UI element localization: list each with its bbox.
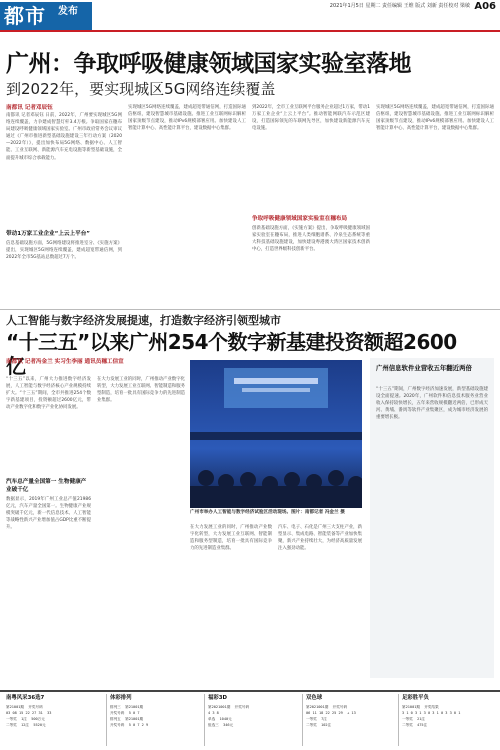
lottery-divider: [398, 694, 399, 746]
sidebar-body: “十三五”期间，广州数字经济加速发展，新型基础设施建设全面提速。2020年，广州软件和信息技术服务业营业收入保持较快增长，五年来营收规模翻近两倍，已形成天河、黄埔、番禺等软件产业集聚区，成为城市经济发展的重要增长极。: [376, 387, 488, 421]
lottery-line: 4 3 8: [208, 711, 219, 715]
lottery-line: 第21001期 开奖结果: [402, 705, 439, 709]
brand-block: [0, 2, 92, 30]
lottery-line: 组选三 346元: [208, 723, 234, 727]
lottery-line: 第21001期 开奖号码: [6, 705, 43, 709]
lead-col1-tail: 信息基础设施方面，5G网络建设将推进室分、《实施方案》提出，实现城区5G网络连续覆盖，建成超宽带通信网，到2022年全市5G基站总数超过7万个。: [6, 241, 122, 261]
lottery-line: 06 11 18 22 25 29 + 13: [306, 711, 356, 715]
lottery-line: 第2021001期 开奖号码: [208, 705, 250, 709]
lead-col3-tail: 创新基础设施方面，《实施方案》提出，争取呼吸健康领域国家实验室在穗布局，推进人类细胞谱系、冷泉生态系统等重大科技基础设施建设，加快建设粤港澳大湾区国家技术创新中心，打造世界级科技创新平台。: [252, 226, 370, 253]
second-col1-subhead: 汽车总产量全国第一 生物健康产业破千亿: [6, 479, 87, 493]
lead-subheadline: 到2022年，要实现城区5G网络连续覆盖: [6, 80, 276, 98]
lottery-line: 二等奖 102注: [306, 723, 332, 727]
lottery-title: 体彩排列: [110, 695, 132, 701]
second-kicker: 人工智能与数字经济发展提速，打造数字经济引领型城市: [6, 314, 281, 327]
lottery-line: 第2021001期 开奖号码: [306, 705, 348, 709]
lottery-title: 福彩3D: [208, 695, 228, 701]
lead-col2: 实现城区5G网络连续覆盖，建成超宽带通信网，打造国际通信枢纽，建设智慧城市基础设施。推进工业互联网标识解析国家顶级节点建设，推动IPv6规模部署应用。加快建设人工智能计算中心、高性能计算平台，建设数据中心集群。: [128, 105, 246, 132]
brand-name: 都市: [4, 4, 46, 28]
lottery-line: 二等奖 475注: [402, 723, 428, 727]
lottery-line: 03 08 15 22 27 31 33: [6, 711, 52, 715]
lottery-line: 一等奖 7注: [306, 717, 327, 721]
second-col3: 在大力发展工业的同时，广州推动产业数字化转型，大力发展工业互联网、智能制造和服务型制造，培育一批具有国际竞争力的先进制造业集群。: [190, 525, 272, 552]
lottery-title: 足彩胜平负: [402, 695, 429, 701]
second-col1: “十三五”以来，广州大力推进数字经济发展，人工智能与数字经济核心产业规模持续扩大。“十三五”期间，全市共推进254个数字新基建项目，投资额超过2600亿元，带动产业数字化和数字产业化协同发展。: [6, 377, 91, 411]
masthead: [0, 0, 500, 32]
story-divider: [0, 309, 500, 310]
lottery-line: 开奖号码 5 0 7: [110, 711, 140, 715]
dateline: 2021年1月5日 星期二 责任编辑 王维 版式 刘新 责任校对 梁敏: [329, 3, 470, 9]
second-headline: “十三五”以来广州254个数字新基建投资额超2600亿: [6, 330, 457, 378]
lottery-line: 二等奖 12注 5520元: [6, 723, 46, 727]
lottery-divider: [302, 694, 303, 746]
lottery-divider: [106, 694, 107, 746]
lead-col3-subhead: 争取呼吸健康领域国家实验室在穗布局: [252, 216, 348, 222]
second-col4: 汽车、电子、石化是广州三大支柱产业，新型显示、集成电路、智能装备等产业加快集聚，新兴产业持续壮大，为经济高质量发展注入强劲动能。: [278, 525, 362, 552]
lottery-line: 一等奖 1注 500万元: [6, 717, 45, 721]
lottery-line: 单选 1040元: [208, 717, 232, 721]
photo-caption: 广州市举办人工智能与数字经济试验区活动现场。图片：南都记者 冯金兰 摄: [190, 510, 345, 515]
sidebar-box: [370, 358, 494, 678]
lottery-title: 南粤风采36选7: [6, 695, 45, 701]
sidebar-title: 广州信息软件业营收五年翻近两倍: [376, 364, 472, 372]
lead-col1: 南都讯 记者邓辰钰 日前，2022年，广州要实现城区5G网络连续覆盖，力争建成智慧灯杆3.4万根。争取国家在穗布局建设呼吸健康领域国家实验室。广州市政府常务会议审议通过《广州市推进新型基础设施建设三年行动方案（2020—2022年）》，提出加快布局5G网络、数据中心、人工智能、工业互联网、新能源汽车充电设施等新型基础设施，全面提升城市综合承载能力。: [6, 113, 122, 161]
lead-col1-subhead: 带动1万家工业企业“上云上平台”: [6, 231, 90, 237]
lottery-line: 开奖号码 5 0 7 2 9: [110, 723, 149, 727]
lead-byline: 南都讯 记者邓辰钰: [6, 105, 53, 111]
second-byline: 南都讯 记者冯金兰 实习生李丽 通讯员穗工信宣: [6, 359, 124, 365]
lead-col4: 实现城区5G网络连续覆盖，建成超宽带通信网，打造国际通信枢纽，建设智慧城市基础设施。推进工业互联网标识解析国家顶级节点建设，推动IPv6规模部署应用。加快建设人工智能计算中心、高性能计算平台，建设数据中心集群。: [376, 105, 494, 132]
second-col2: 在大力发展工业的同时，广州推动产业数字化转型，大力发展工业互联网、智能制造和服务型制造，培育一批具有国际竞争力的先进制造业集群。: [97, 377, 185, 404]
lead-col3: 到2022年，全市工业互联网平台服务企业超过1万家，带动1万家工业企业“上云上平台”。推动智能网联汽车示范区建设，打造国际领先的车联网先导区，加快建设新能源汽车充电设施。: [252, 105, 370, 132]
conference-photo-image: [190, 360, 362, 508]
lottery-line: 排列三 第21001期: [110, 705, 144, 709]
lottery-line: 3 1 0 3 1 3 0 3 1 0 3 3 0 1: [402, 711, 461, 715]
lead-headline: 广州：争取呼吸健康领域国家实验室落地: [6, 51, 411, 77]
page-number: A06: [474, 1, 496, 12]
lottery-title: 双色球: [306, 695, 323, 701]
section-name: 发布: [58, 6, 78, 17]
lottery-line: 一等奖 21注: [402, 717, 426, 721]
lottery-line: 排列五 第21001期: [110, 717, 144, 721]
second-col1-tail: 数据显示，2019年广州工业总产值21986亿元，汽车产量全国第一。生物健康产业规模突破千亿元，新一代信息技术、人工智能等战略性新兴产业增加值占GDP比重不断提升。: [6, 497, 91, 531]
conference-photo: [190, 360, 362, 508]
lottery-divider: [204, 694, 205, 746]
